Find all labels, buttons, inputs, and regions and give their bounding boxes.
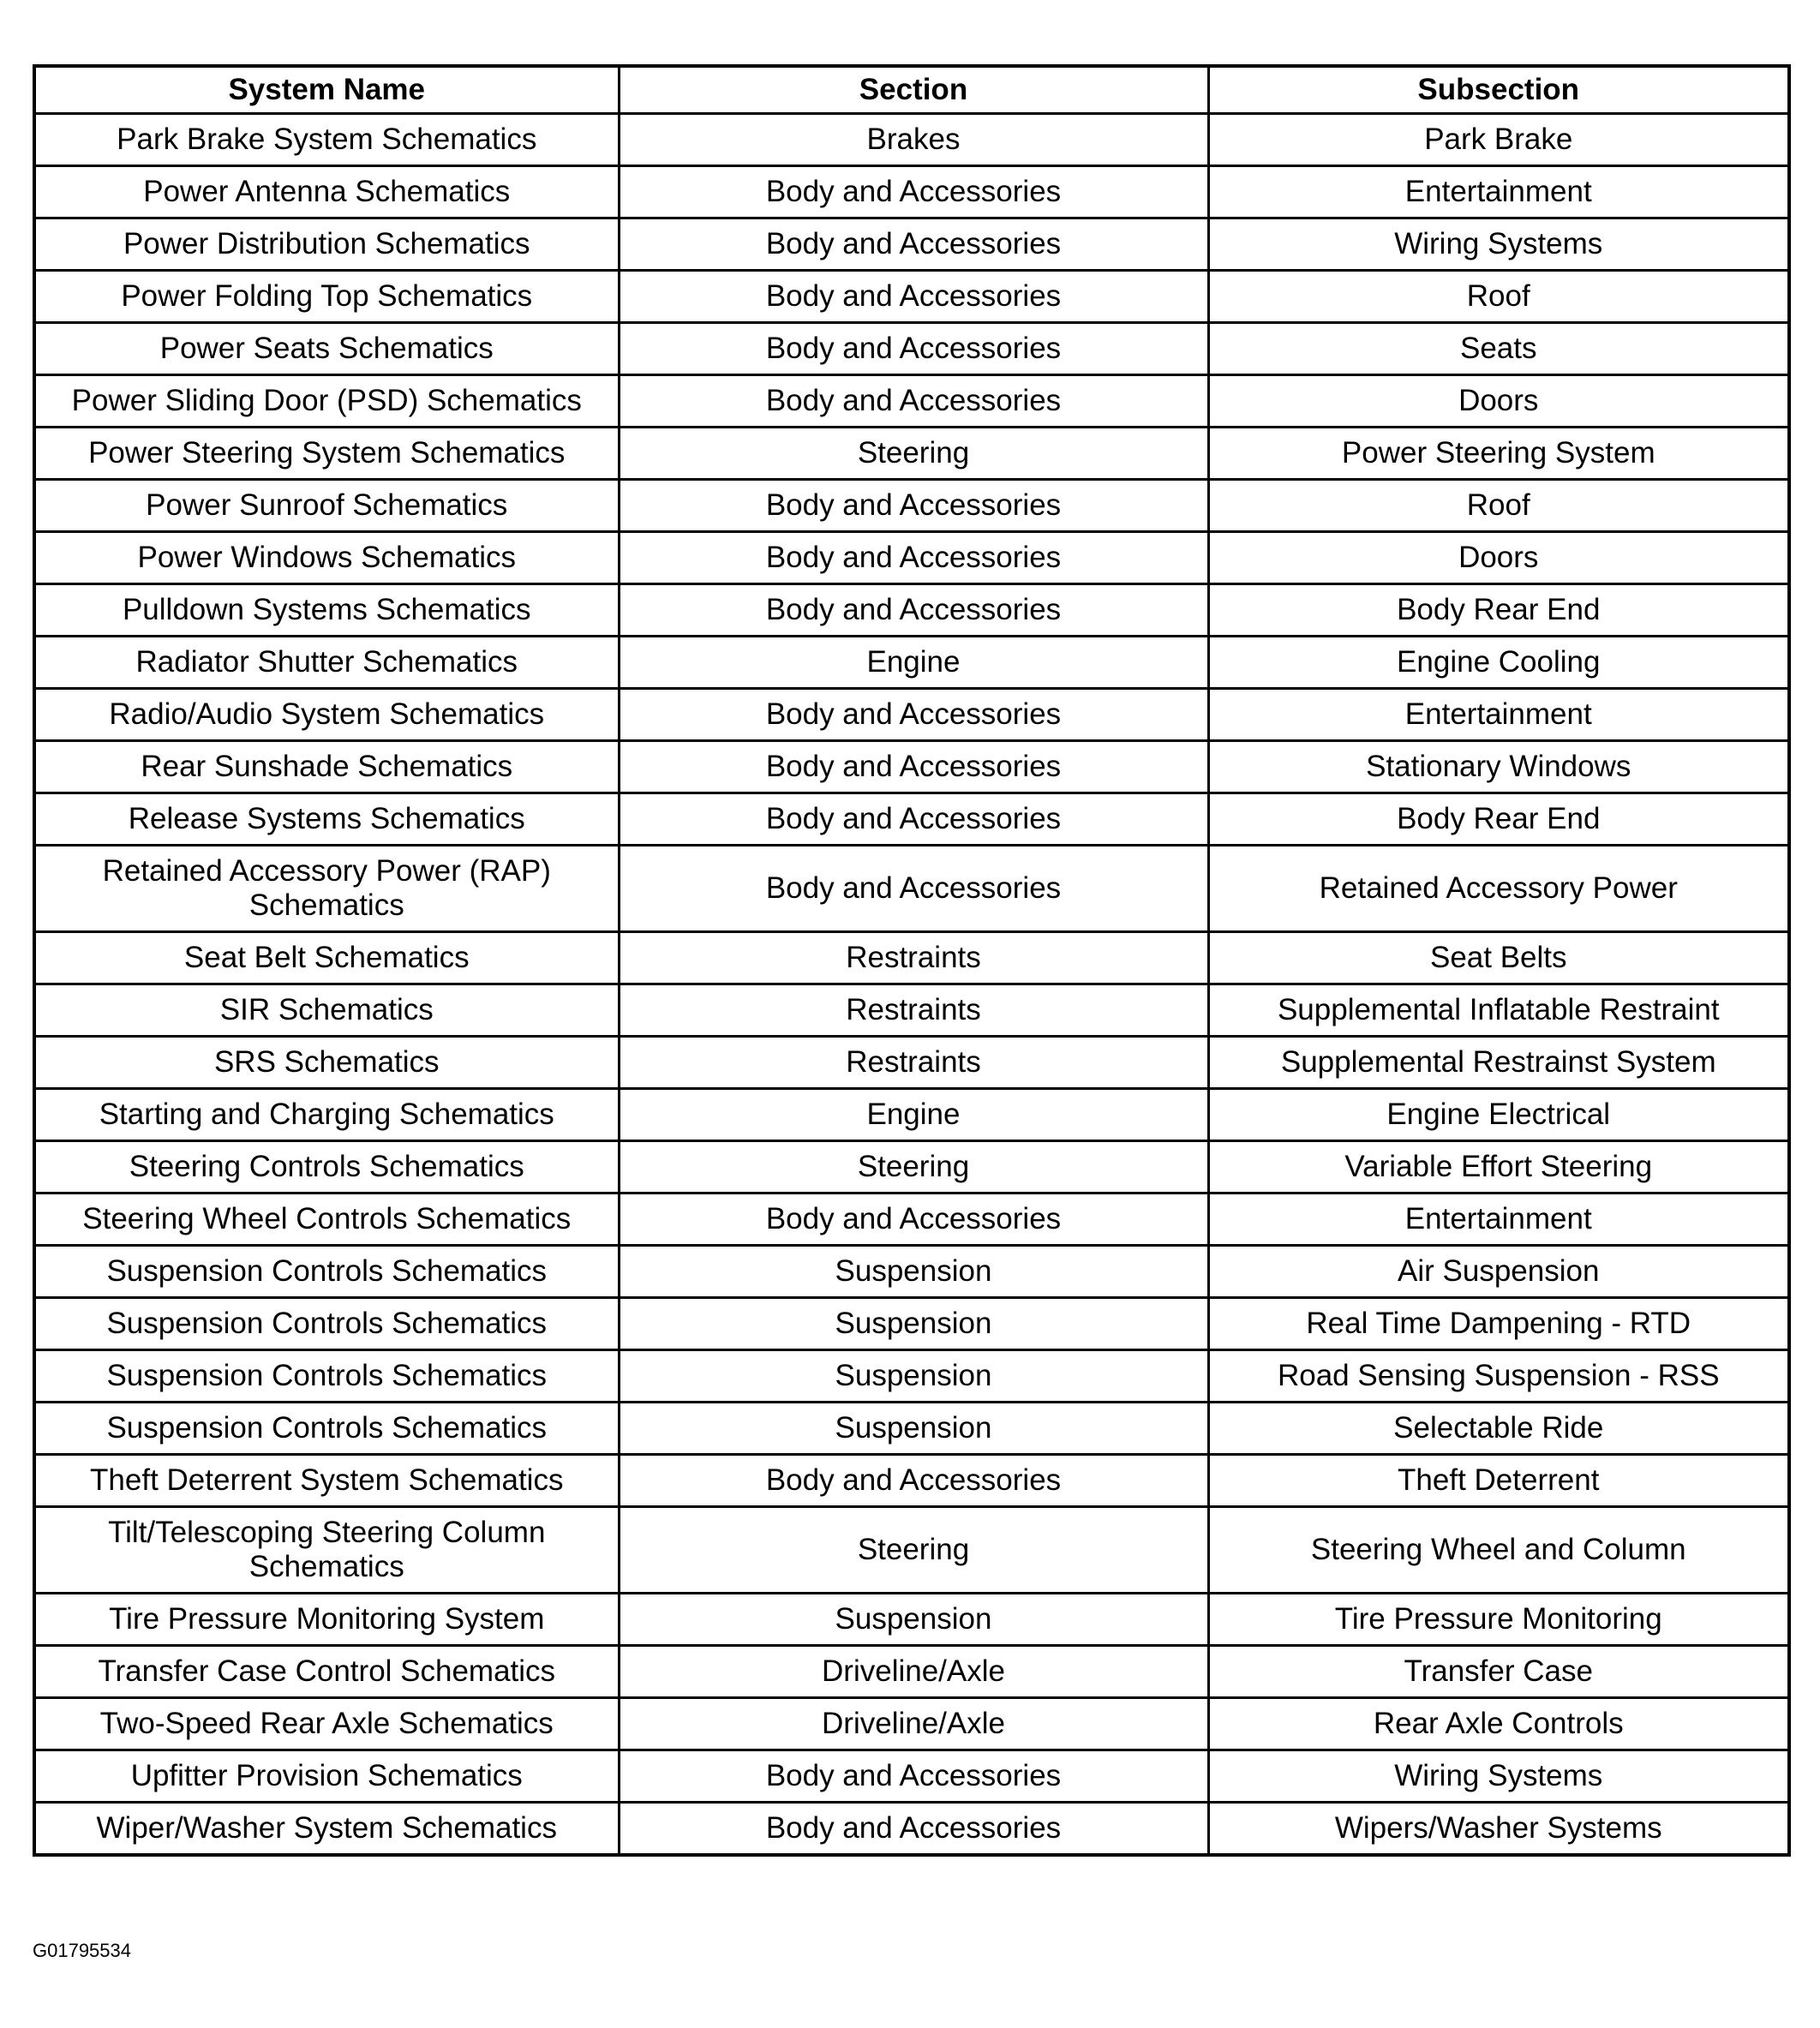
cell-section: Suspension [619,1298,1208,1350]
table-row [34,1803,1789,1856]
cell-subsection: Road Sensing Suspension - RSS [1208,1350,1789,1403]
cell-subsection: Engine Cooling [1208,637,1789,689]
cell-subsection: Seat Belts [1208,932,1789,984]
cell-section: Body and Accessories [619,1803,1208,1856]
cell-section: Body and Accessories [619,1750,1208,1803]
cell-system-name: Pulldown Systems Schematics [34,584,619,637]
cell-section: Suspension [619,1403,1208,1455]
cell-subsection: Rear Axle Controls [1208,1698,1789,1750]
cell-section: Brakes [619,114,1208,166]
cell-subsection: Variable Effort Steering [1208,1141,1789,1193]
table-row [34,846,1789,932]
table-row [34,1298,1789,1350]
header-system-name: System Name [34,66,619,114]
table-row [34,637,1789,689]
table-row [34,1750,1789,1803]
cell-section: Restraints [619,932,1208,984]
table-row [34,1141,1789,1193]
cell-system-name: Power Windows Schematics [34,532,619,584]
table-row [34,1594,1789,1646]
cell-section: Suspension [619,1350,1208,1403]
cell-system-name: Power Steering System Schematics [34,428,619,480]
cell-subsection: Power Steering System [1208,428,1789,480]
cell-system-name: Power Sliding Door (PSD) Schematics [34,375,619,428]
header-subsection: Subsection [1208,66,1789,114]
cell-subsection: Body Rear End [1208,793,1789,846]
cell-section: Restraints [619,984,1208,1037]
cell-subsection: Body Rear End [1208,584,1789,637]
cell-section: Driveline/Axle [619,1698,1208,1750]
cell-subsection: Retained Accessory Power [1208,846,1789,932]
table-row [34,1089,1789,1141]
cell-section: Body and Accessories [619,741,1208,793]
cell-subsection: Engine Electrical [1208,1089,1789,1141]
cell-subsection: Roof [1208,480,1789,532]
cell-system-name: Power Antenna Schematics [34,166,619,218]
cell-system-name: Power Distribution Schematics [34,218,619,271]
cell-system-name: Two-Speed Rear Axle Schematics [34,1698,619,1750]
cell-system-name: Suspension Controls Schematics [34,1246,619,1298]
cell-section: Body and Accessories [619,480,1208,532]
cell-system-name: Suspension Controls Schematics [34,1403,619,1455]
cell-system-name: Rear Sunshade Schematics [34,741,619,793]
table-row [34,689,1789,741]
cell-subsection: Theft Deterrent [1208,1455,1789,1507]
cell-section: Body and Accessories [619,532,1208,584]
table-row [34,166,1789,218]
cell-subsection: Stationary Windows [1208,741,1789,793]
cell-section: Steering [619,428,1208,480]
cell-system-name: Retained Accessory Power (RAP) Schematics [34,846,619,932]
cell-section: Suspension [619,1594,1208,1646]
cell-subsection: Entertainment [1208,689,1789,741]
cell-section: Body and Accessories [619,271,1208,323]
cell-section: Body and Accessories [619,166,1208,218]
cell-system-name: Radio/Audio System Schematics [34,689,619,741]
cell-subsection: Air Suspension [1208,1246,1789,1298]
table-row [34,218,1789,271]
cell-system-name: Power Seats Schematics [34,323,619,375]
cell-system-name: Park Brake System Schematics [34,114,619,166]
cell-subsection: Real Time Dampening - RTD [1208,1298,1789,1350]
table-row [34,793,1789,846]
table-row [34,1646,1789,1698]
table-row [34,532,1789,584]
cell-subsection: Selectable Ride [1208,1403,1789,1455]
cell-system-name: Theft Deterrent System Schematics [34,1455,619,1507]
cell-section: Body and Accessories [619,1193,1208,1246]
table-row [34,323,1789,375]
cell-subsection: Supplemental Inflatable Restraint [1208,984,1789,1037]
table-row [34,932,1789,984]
cell-section: Driveline/Axle [619,1646,1208,1698]
table-row [34,428,1789,480]
table-row [34,271,1789,323]
table-row [34,1037,1789,1089]
cell-section: Body and Accessories [619,793,1208,846]
cell-section: Steering [619,1507,1208,1594]
cell-system-name: Suspension Controls Schematics [34,1298,619,1350]
cell-section: Body and Accessories [619,584,1208,637]
cell-subsection: Park Brake [1208,114,1789,166]
cell-section: Body and Accessories [619,1455,1208,1507]
table-row [34,1246,1789,1298]
cell-system-name: SRS Schematics [34,1037,619,1089]
cell-system-name: Suspension Controls Schematics [34,1350,619,1403]
cell-subsection: Doors [1208,375,1789,428]
table-row [34,1403,1789,1455]
cell-subsection: Wiring Systems [1208,218,1789,271]
cell-system-name: Tire Pressure Monitoring System [34,1594,619,1646]
cell-section: Engine [619,1089,1208,1141]
header-section: Section [619,66,1208,114]
table-row [34,480,1789,532]
cell-section: Body and Accessories [619,323,1208,375]
cell-subsection: Transfer Case [1208,1646,1789,1698]
cell-subsection: Entertainment [1208,1193,1789,1246]
cell-subsection: Supplemental Restrainst System [1208,1037,1789,1089]
cell-system-name: Seat Belt Schematics [34,932,619,984]
cell-section: Body and Accessories [619,375,1208,428]
cell-section: Body and Accessories [619,689,1208,741]
table-row [34,741,1789,793]
figure-id: G01795534 [33,1940,131,1961]
cell-section: Engine [619,637,1208,689]
header-row [34,66,1789,114]
table-row [34,1350,1789,1403]
cell-system-name: Starting and Charging Schematics [34,1089,619,1141]
table-row [34,1193,1789,1246]
table-row [34,584,1789,637]
cell-system-name: Radiator Shutter Schematics [34,637,619,689]
cell-subsection: Roof [1208,271,1789,323]
table-row [34,984,1789,1037]
table-body [34,114,1789,1856]
cell-subsection: Entertainment [1208,166,1789,218]
cell-system-name: SIR Schematics [34,984,619,1037]
table-row [34,1455,1789,1507]
cell-system-name: Release Systems Schematics [34,793,619,846]
cell-subsection: Wiring Systems [1208,1750,1789,1803]
schematics-table [33,64,1791,1857]
cell-subsection: Steering Wheel and Column [1208,1507,1789,1594]
cell-subsection: Tire Pressure Monitoring [1208,1594,1789,1646]
cell-subsection: Doors [1208,532,1789,584]
cell-subsection: Seats [1208,323,1789,375]
table-row [34,1507,1789,1594]
cell-system-name: Power Folding Top Schematics [34,271,619,323]
cell-section: Steering [619,1141,1208,1193]
cell-system-name: Transfer Case Control Schematics [34,1646,619,1698]
table-row [34,375,1789,428]
cell-system-name: Power Sunroof Schematics [34,480,619,532]
cell-section: Body and Accessories [619,846,1208,932]
cell-section: Restraints [619,1037,1208,1089]
cell-system-name: Wiper/Washer System Schematics [34,1803,619,1856]
table-row [34,114,1789,166]
cell-section: Suspension [619,1246,1208,1298]
cell-system-name: Upfitter Provision Schematics [34,1750,619,1803]
cell-system-name: Tilt/Telescoping Steering Column Schematics [34,1507,619,1594]
cell-system-name: Steering Controls Schematics [34,1141,619,1193]
cell-subsection: Wipers/Washer Systems [1208,1803,1789,1856]
table-row [34,1698,1789,1750]
cell-section: Body and Accessories [619,218,1208,271]
cell-system-name: Steering Wheel Controls Schematics [34,1193,619,1246]
